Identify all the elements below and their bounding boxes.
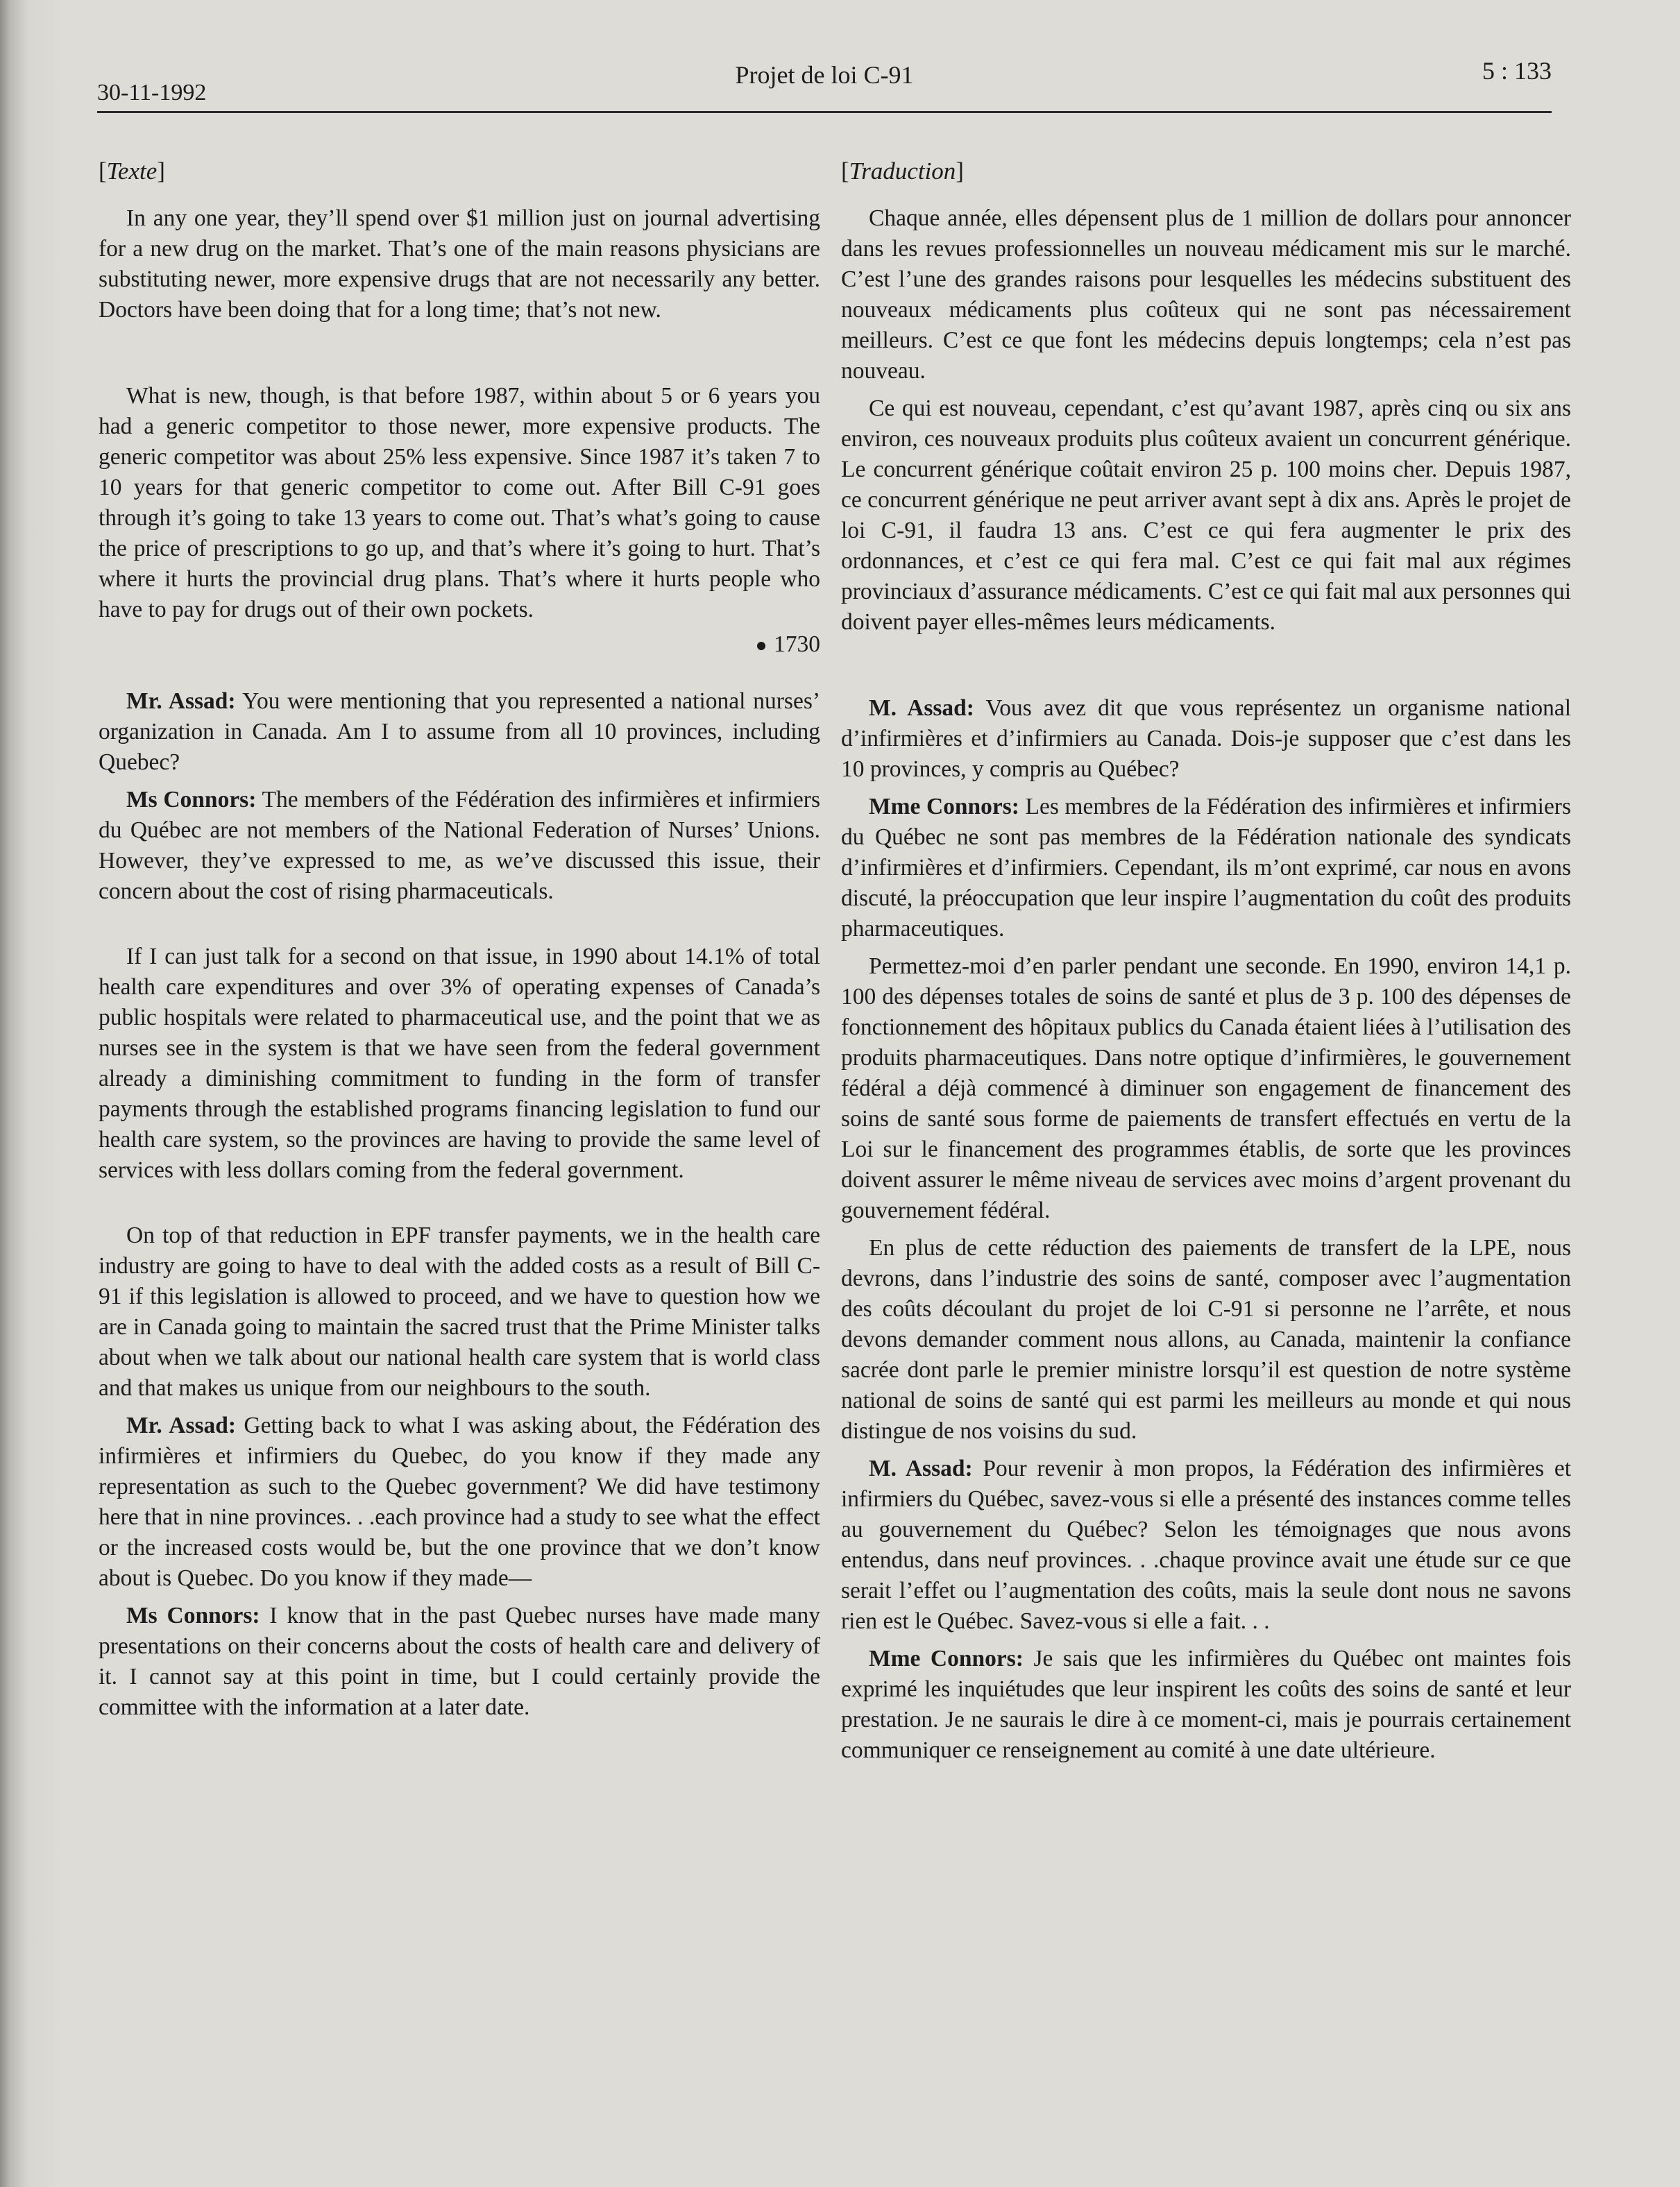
speaker-name: M. Assad:	[869, 695, 974, 721]
paragraph: On top of that reduction in EPF transfer payments, we in the health care industry are going to have to deal with the added costs as a result of Bill C-91 if this legislation is allowed to proceed, and we have to question how we are in Canada going to maintain the sacred trust that the Prime Minister talks about when we talk about our national health care system that is world class and that makes us unique from our neighbours to the south.	[99, 1223, 820, 1401]
speech-paragraph	[841, 1454, 1571, 1637]
header-date: 30-11-1992	[97, 80, 207, 105]
speech-paragraph	[841, 1644, 1571, 1766]
paragraph: Permettez-moi d’en parler pendant une seconde. En 1990, environ 14,1 p. 100 des dépenses totales de soins de santé et plus de 3 p. 100 des dépenses de fonctionnement des hôpitaux publics du Canada étaient liées à l’utilisation des produits pharmaceutiques. Dans notre optique d’infirmières, le gouvernement fédéral a déjà commencé à diminuer son engagement de financement des soins de santé sous forme de paiements de transfert effectués en vertu de la Loi sur le financement des programmes établis, de sorte que les provinces doivent assurer le même niveau de services avec moins d’argent provenant du gouvernement fédéral.	[841, 953, 1571, 1223]
column-french	[841, 156, 1571, 1766]
speech-text: The members of the Fédération des infirmières et infirmiers du Québec are not members of the National Federation of Nurses’ Unions. However, they’ve expressed to me, as we’ve discussed this issue, their concern about the cost of rising pharmaceuticals.	[99, 787, 820, 904]
speech-text: Les membres de la Fédération des infirmières et infirmiers du Québec ne sont pas membres de la Fédération nationale des syndicats d’infirmières et d’infirmiers. Cependant, ils m’ont exprimé, car nous en avons discuté, la préoccupation que leur inspire l’augmentation du coût des produits pharmaceutiques.	[841, 794, 1572, 942]
speaker-name: Mr. Assad:	[126, 688, 236, 714]
header-page-number: 5 : 133	[1482, 57, 1552, 85]
speech-text: Je sais que les infirmières du Québec ont maintes fois exprimé les inquiétudes que leur inspirent les coûts des soins de santé et leur prestation. Je ne saurais le dire à ce moment-ci, mais je pourrais certainement communiquer ce renseignement au comité à une date ultérieure.	[841, 1646, 1572, 1763]
speech-paragraph	[99, 785, 820, 907]
header-title: Projet de loi C-91	[735, 61, 914, 89]
speech-text: Pour revenir à mon propos, la Fédération des infirmières et infirmiers du Québec, savez-vous si elle a présenté des instances comme telles au gouvernement du Québec? Selon les témoignages que nous avons entendus, dans neuf provinces. . .chaque province avait une étude sur ce que serait l’effet ou l’augmentation des coûts, mais la seule dont nous ne savons rien est le Québec. Savez-vous si elle a fait. . .	[841, 1456, 1571, 1634]
speaker-name: M. Assad:	[869, 1456, 973, 1481]
paragraph: What is new, though, is that before 1987, within about 5 or 6 years you had a generic competitor to those newer, more expensive products. The generic competitor was about 25% less expensive. Since 1987 it’s taken 7 to 10 years for that generic competitor to come out. After Bill C-91 goes through it’s going to take 13 years to come out. That’s what’s going to cause the price of prescriptions to go up, and that’s where it’s going to hurt. That’s where it hurts the provincial drug plans. That’s where it hurts people who have to pay for drugs out of their own pockets.	[99, 383, 820, 622]
speech-text: Vous avez dit que vous représentez un organisme national d’infirmières et d’infirmiers au Canada. Dois-je supposer que c’est dans les 10 provinces, y compris au Québec?	[841, 695, 1571, 782]
page-header	[97, 52, 1552, 114]
speech-paragraph	[99, 1411, 820, 1594]
header-rule	[97, 111, 1552, 113]
paragraph: If I can just talk for a second on that issue, in 1990 about 14.1% of total health care expenditures and over 3% of operating expenses of Canada’s public hospitals were related to pharmaceutical use, and the point that we as nurses see in the system is that we have seen from the federal government already a diminishing commitment to funding in the form of transfer payments through the established programs financing legislation to fund our health care system, so the provinces are having to provide the same level of services with less dollars coming from the federal government.	[99, 944, 820, 1183]
speaker-name: Mme Connors:	[869, 1646, 1024, 1671]
speaker-name: Ms Connors:	[126, 787, 257, 812]
speech-paragraph	[99, 1601, 820, 1723]
paragraph: Chaque année, elles dépensent plus de 1 million de dollars pour annoncer dans les revues professionnelles un nouveau médicament mis sur le marché. C’est l’une des grandes raisons pour lesquelles les médecins substituent des nouveaux médicaments plus coûteux qui ne sont pas nécessairement meilleurs. C’est ce que font les médecins depuis longtemps; cela n’est pas nouveau.	[841, 205, 1571, 384]
paragraph: En plus de cette réduction des paiements de transfert de la LPE, nous devrons, dans l’industrie des soins de santé, composer avec l’augmentation des coûts découlant du projet de loi C-91 si personne ne l’arrête, et nous devons demander comment nous allons, au Canada, maintenir la confiance sacrée dont parle le premier ministre lorsqu’il est question de notre système national de soins de santé qui est parmi les meilleurs au monde et qui nous distingue de nos voisins du sud.	[841, 1235, 1571, 1444]
paragraph: Ce qui est nouveau, cependant, c’est qu’avant 1987, après cinq ou six ans environ, ces nouveaux produits plus coûteux avaient un concurrent générique. Le concurrent générique coûtait environ 25 p. 100 moins cher. Depuis 1987, ce concurrent générique ne peut arriver avant sept à dix ans. Après le projet de loi C-91, il faudra 13 ans. C’est ce qui fera augmenter le prix des ordonnances, et c’est ce qui fera mal. C’est ce qui fait mal aux régimes provinciaux d’assurance médicaments. C’est ce qui fait mal aux personnes qui doivent payer elles-mêmes leurs médicaments.	[841, 395, 1571, 635]
speech-paragraph	[841, 792, 1571, 944]
speech-text: Getting back to what I was asking about, the Fédération des infirmières et infirmiers du Quebec, do you know if they made any representation as such to the Quebec government? We did have testimony here that in nine provinces. . .each province had a study to see what the effect or the increased costs would be, but the one province that we don’t know about is Quebec. Do you know if they made—	[99, 1413, 820, 1591]
column-english	[99, 156, 820, 1723]
speech-text: You were mentioning that you represented a national nurses’ organization in Canada. Am I to assume from all 10 provinces, including Quebec?	[99, 688, 821, 775]
speaker-name: Mr. Assad:	[126, 1413, 237, 1438]
column-label-texte: [Texte]	[99, 158, 165, 185]
speech-paragraph	[99, 686, 820, 778]
time-marker: 1730	[99, 629, 820, 660]
paragraph: In any one year, they’ll spend over $1 million just on journal advertising for a new drug on the market. That’s one of the main reasons physicians are substituting newer, more expensive drugs that are not necessarily any better. Doctors have been doing that for a long time; that’s not new.	[99, 205, 820, 323]
speech-text: I know that in the past Quebec nurses have made many presentations on their concerns about the costs of health care and delivery of it. I cannot say at this point in time, but I could certainly provide the committee with the information at a later date.	[99, 1603, 820, 1720]
speech-paragraph	[841, 693, 1571, 785]
bullet-icon	[757, 642, 765, 650]
speaker-name: Ms Connors:	[126, 1603, 260, 1628]
column-label-traduction: [Traduction]	[841, 158, 964, 185]
speaker-name: Mme Connors:	[869, 794, 1019, 819]
